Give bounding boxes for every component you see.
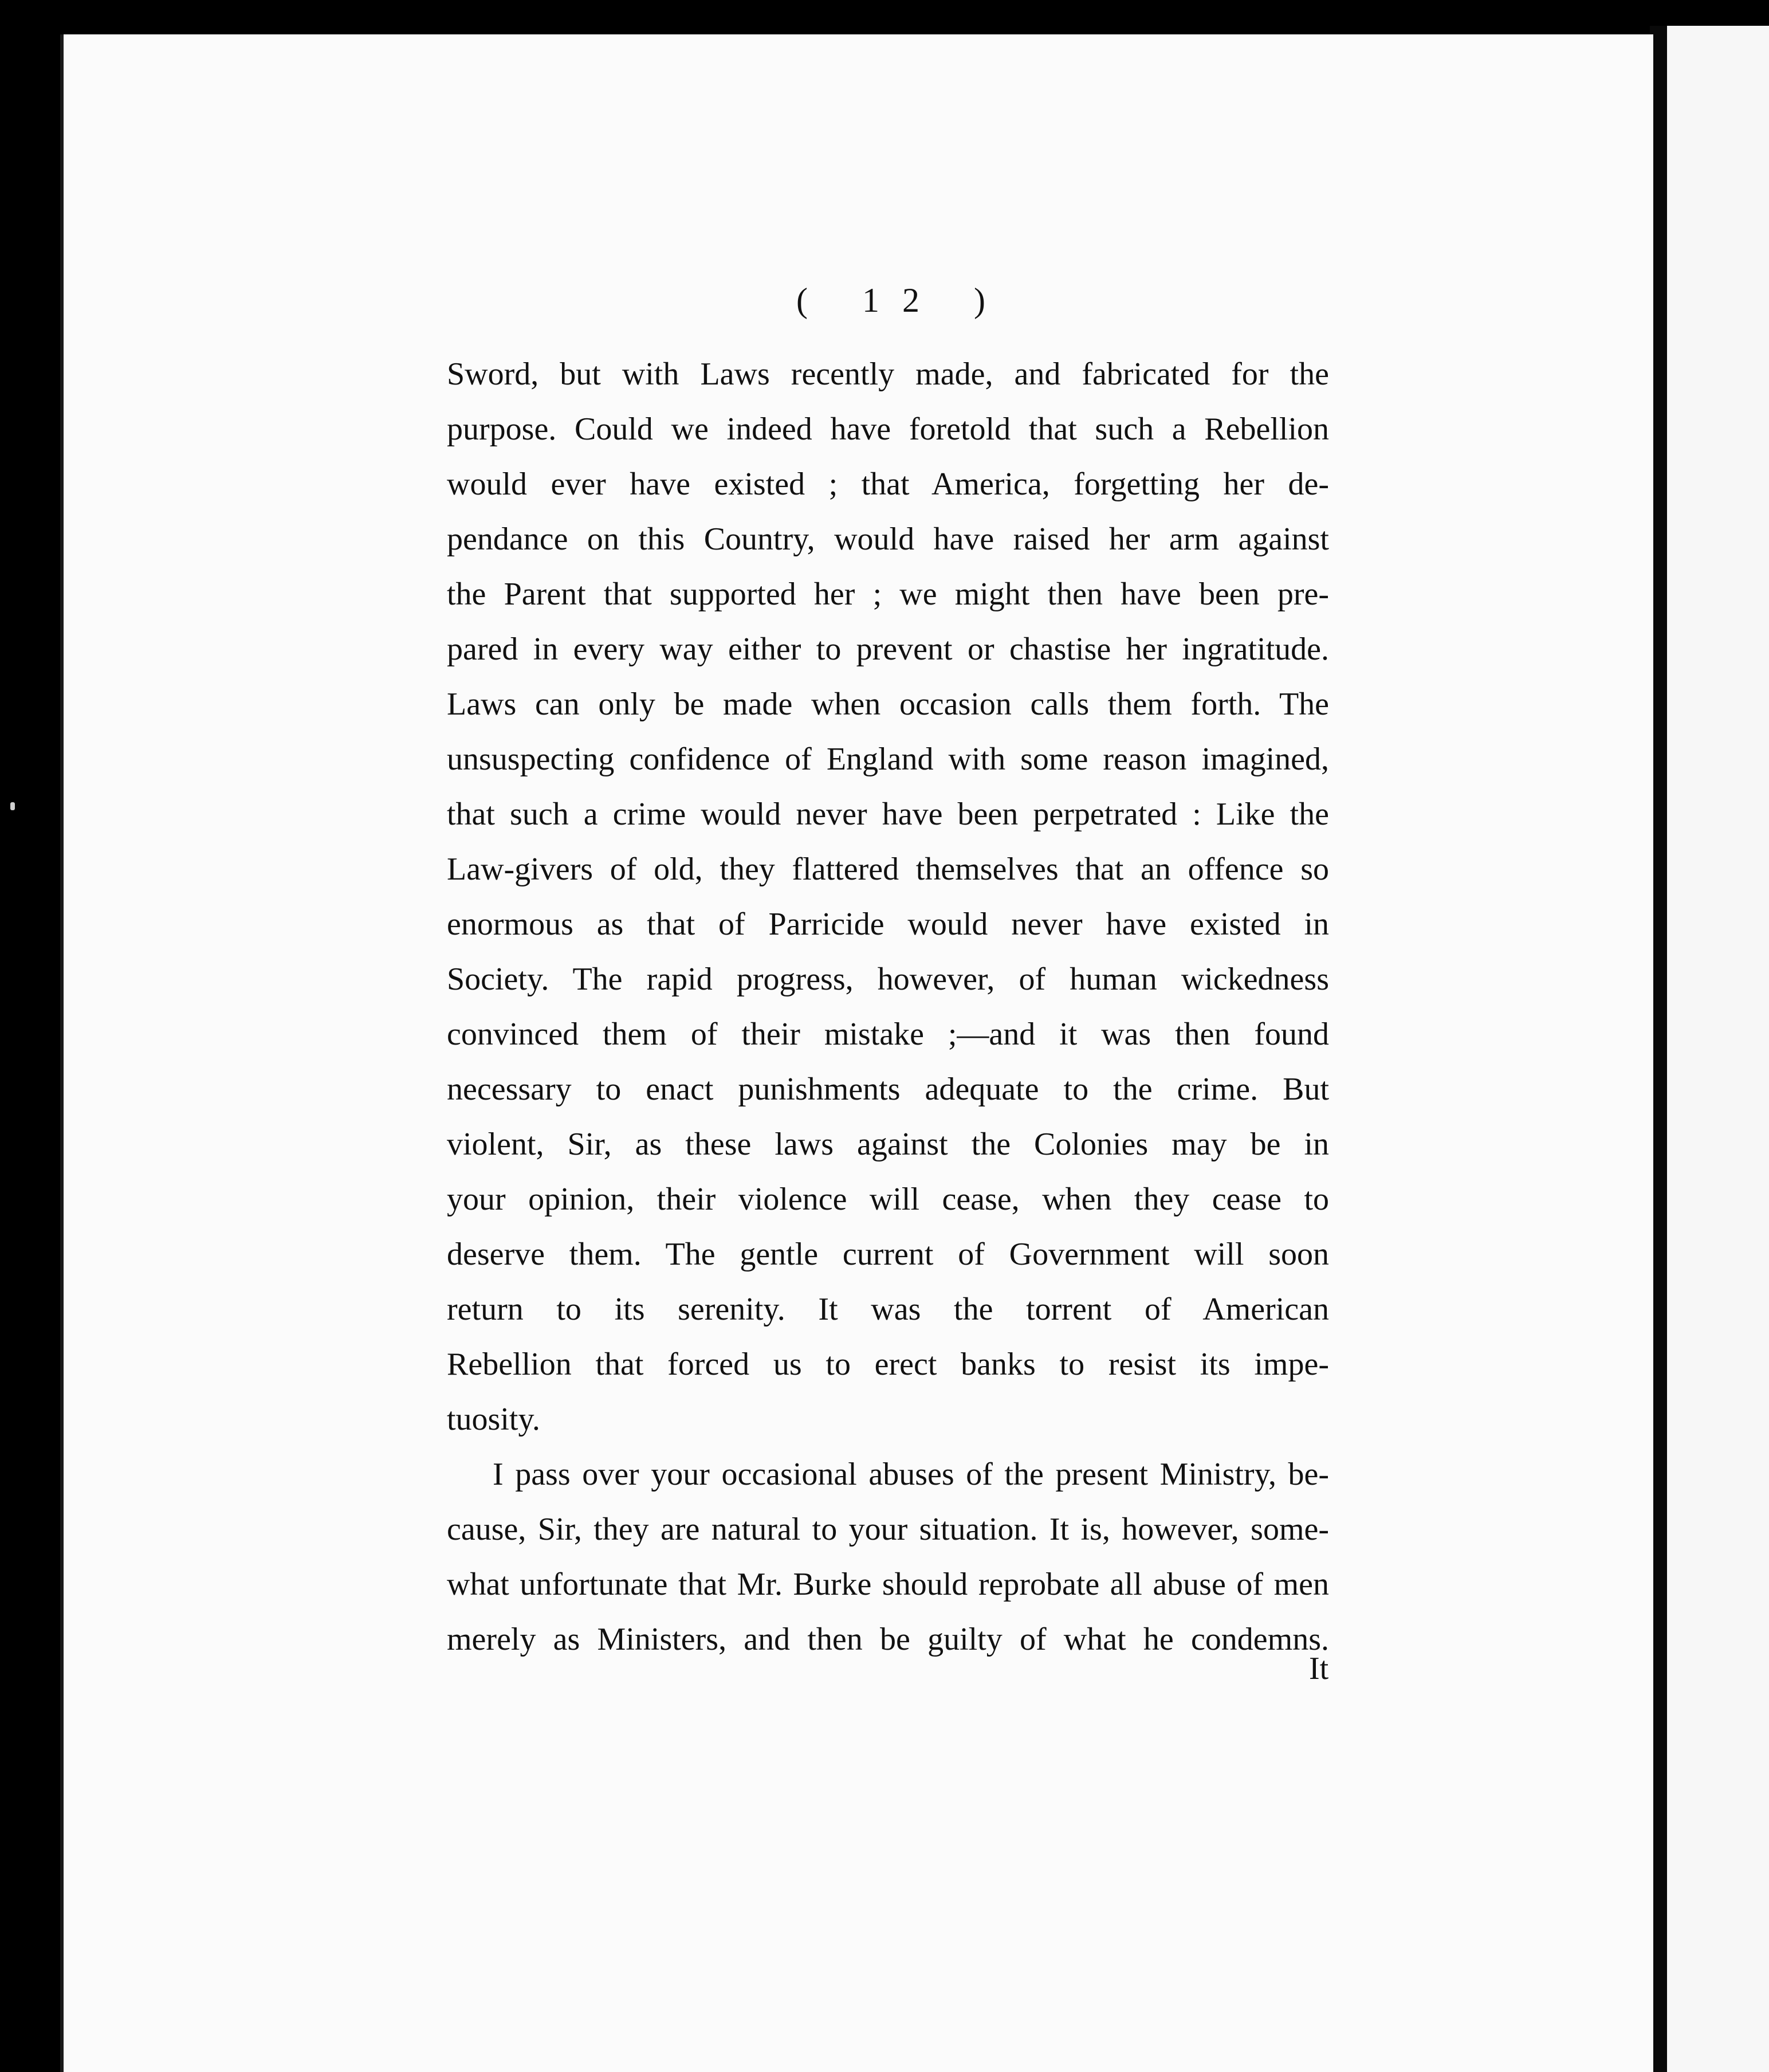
text-line: cause, Sir, they are natural to your situation. It is, however, some- <box>447 1512 1329 1547</box>
text-line: deserve them. The gentle current of Government will soon <box>447 1237 1329 1272</box>
text-line: return to its serenity. It was the torrent of American <box>447 1292 1329 1327</box>
catchword: It <box>1309 1651 1329 1686</box>
text-line: unsuspecting confidence of England with some reason imagined, <box>447 741 1329 777</box>
text-line: convinced them of their mistake ;—and it was then found <box>447 1017 1329 1052</box>
text-line: tuosity. <box>447 1402 540 1437</box>
text-line: Society. The rapid progress, however, of human wickedness <box>447 962 1329 997</box>
text-line: Law-givers of old, they flattered themselves that an offence so <box>447 851 1329 887</box>
text-line: Sword, but with Laws recently made, and fabricated for the <box>447 356 1329 392</box>
text-line: would ever have existed ; that America, forgetting her de- <box>447 466 1329 502</box>
text-line: Rebellion that forced us to erect banks to resist its impe- <box>447 1347 1329 1382</box>
text-line: merely as Ministers, and then be guilty of what he condemns. <box>447 1622 1329 1657</box>
scan-artifact <box>10 802 15 810</box>
text-line: your opinion, their violence will cease, when they cease to <box>447 1182 1329 1217</box>
text-line: necessary to enact punishments adequate to the crime. But <box>447 1072 1329 1107</box>
text-line: enormous as that of Parricide would never have existed in <box>447 906 1329 942</box>
body-text <box>447 347 1329 1667</box>
text-line: pendance on this Country, would have raised her arm against <box>447 521 1329 557</box>
page-number: ( 12 ) <box>796 281 1008 319</box>
text-line: Laws can only be made when occasion calls them forth. The <box>447 686 1329 722</box>
text-line: what unfortunate that Mr. Burke should reprobate all abuse of men <box>447 1567 1329 1602</box>
text-line: purpose. Could we indeed have foretold that such a Rebellion <box>447 411 1329 447</box>
text-line: pared in every way either to prevent or chastise her ingratitude. <box>447 631 1329 667</box>
text-line: the Parent that supported her ; we might then have been pre- <box>447 576 1329 612</box>
text-line: that such a crime would never have been perpetrated : Like the <box>447 796 1329 832</box>
adjacent-page-edge <box>1667 26 1769 2072</box>
text-line: I pass over your occasional abuses of the present Ministry, be- <box>493 1457 1329 1492</box>
text-line: violent, Sir, as these laws against the Colonies may be in <box>447 1127 1329 1162</box>
